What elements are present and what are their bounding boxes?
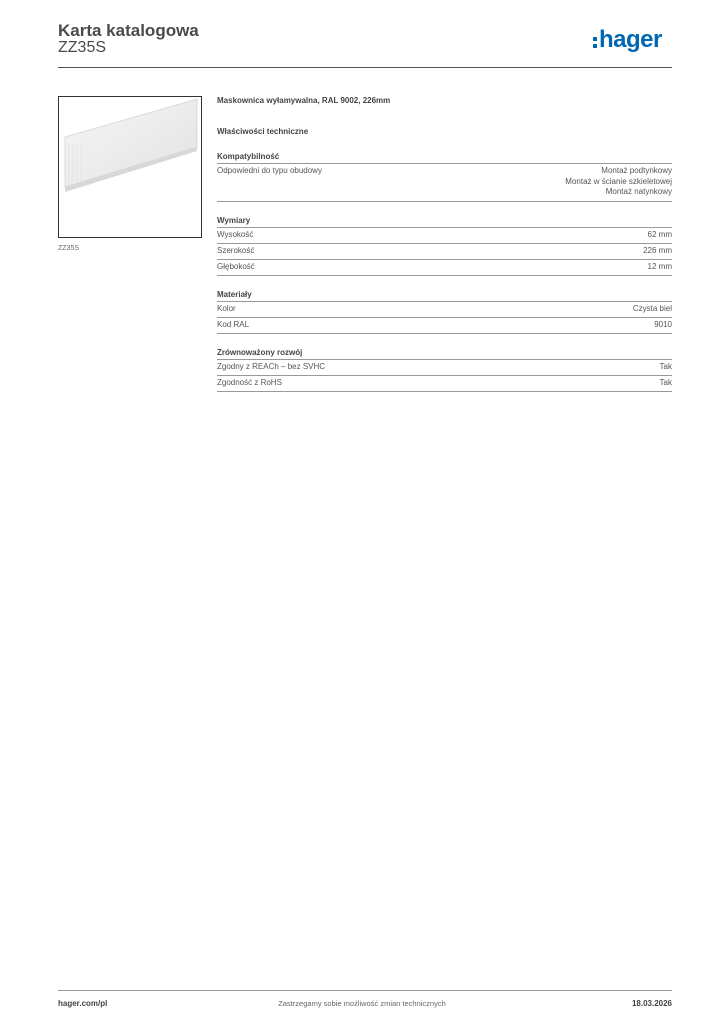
footer-divider (58, 990, 672, 991)
spec-label: Zgodność z RoHS (217, 377, 282, 387)
product-code: ZZ35S (58, 39, 107, 56)
spec-row (217, 164, 672, 202)
spec-value: 62 mm (647, 229, 672, 239)
spec-value: Tak (659, 361, 672, 371)
spec-group-dimensions (217, 216, 672, 276)
footer-date: 18.03.2026 (631, 999, 672, 1008)
group-title: Materiały (217, 290, 672, 302)
spec-row (217, 376, 672, 392)
spec-group-sustainability (217, 348, 672, 392)
logo-dots-icon (593, 37, 597, 48)
spec-label: Kolor (217, 303, 236, 313)
logo-text: hager (599, 26, 662, 53)
hager-logo[interactable] (593, 26, 662, 54)
spec-value: Czysta biel (632, 303, 672, 313)
spec-value (565, 166, 672, 198)
spec-value: Tak (659, 377, 672, 387)
spec-group-materials (217, 290, 672, 334)
spec-value-line: Montaż w ścianie szkieletowej (565, 176, 672, 186)
spec-row (217, 244, 672, 260)
spec-label: Kod RAL (217, 319, 250, 329)
spec-label: Wysokość (217, 229, 254, 239)
spec-row (217, 260, 672, 276)
group-title: Zrównoważony rozwój (217, 348, 672, 360)
page-title: Karta katalogowa (58, 21, 199, 40)
spec-value-line: Montaż natynkowy (605, 187, 672, 196)
product-description: Maskownica wyłamywalna, RAL 9002, 226mm (217, 96, 391, 105)
spec-group-compatibility (217, 152, 672, 202)
group-title: Kompatybilność (217, 152, 672, 164)
spec-label: Głębokość (217, 261, 255, 271)
spec-row (217, 228, 672, 244)
cover-panel-icon (59, 97, 201, 237)
footer-disclaimer: Zastrzegamy sobie możliwość zmian technicznych (278, 999, 446, 1008)
spec-row (217, 318, 672, 334)
spec-row (217, 302, 672, 318)
spec-label: Zgodny z REACh – bez SVHC (217, 361, 326, 371)
technical-properties-heading: Właściwości techniczne (217, 127, 309, 136)
spec-row (217, 360, 672, 376)
product-image (58, 96, 202, 238)
spec-content (217, 96, 672, 406)
header-divider (58, 67, 672, 68)
spec-label: Szerokość (217, 245, 255, 255)
spec-value: 12 mm (647, 261, 672, 271)
spec-value-line: Montaż podtynkowy (601, 166, 672, 175)
spec-value: 226 mm (643, 245, 672, 255)
footer-website-link[interactable]: hager.com/pl (58, 999, 108, 1008)
group-title: Wymiary (217, 216, 672, 228)
spec-label: Odpowiedni do typu obudowy (217, 166, 322, 175)
spec-value: 9010 (654, 319, 672, 329)
image-caption: ZZ35S (58, 245, 80, 252)
